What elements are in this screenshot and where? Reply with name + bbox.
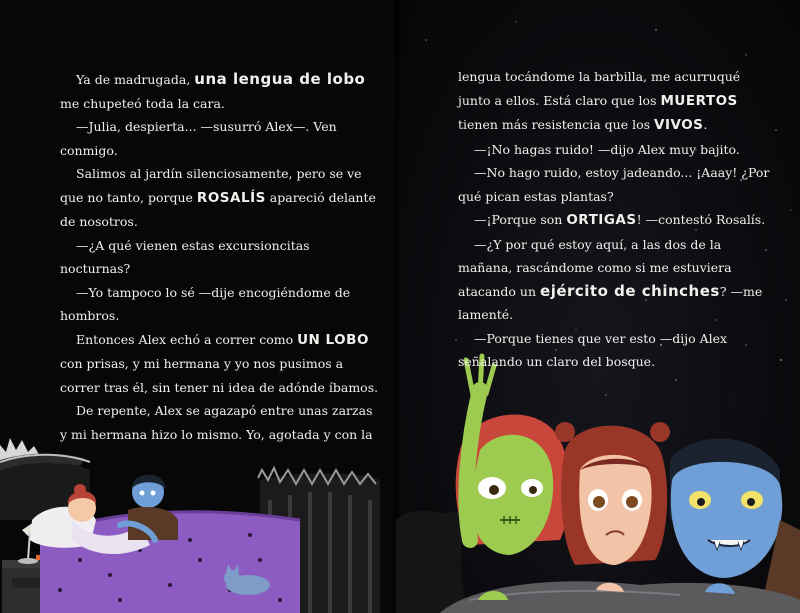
- paragraph: —¡No hagas ruido! —dijo Alex muy bajito.: [474, 141, 740, 157]
- text-span: apareció delante de nosotros.: [60, 189, 376, 229]
- three-children-peeking-illustration: [396, 356, 800, 613]
- text-span: Entonces Alex echó a correr como: [76, 331, 298, 347]
- highlighted-phrase: VIVOS: [654, 117, 704, 133]
- paragraph: [60, 68, 380, 115]
- right-page-text: [458, 65, 776, 374]
- paragraph: [60, 162, 380, 234]
- paragraph: —Julia, despierta... —susurró Alex—. Ven conmigo.: [60, 119, 337, 158]
- text-span: —¡Porque son: [474, 212, 567, 227]
- paragraph: —No hago ruido, estoy jadeando... ¡Aaay! ¿Por qué pican estas plantas?: [458, 165, 770, 204]
- highlighted-phrase: ejército de chinches: [540, 281, 720, 300]
- paragraph: —Yo tampoco lo sé —dije encogiéndome de hombros.: [60, 284, 351, 323]
- text-span: —¿Y por qué estoy aquí, a las dos de la mañana, rascándome como si me estuviera atacando un: [458, 236, 732, 299]
- text-span: con prisas, y mi hermana y yo nos pusimos a correr tras él, sin tener ni idea de adónde íbamos.: [60, 356, 379, 395]
- text-span: lengua tocándome la barbilla, me acurruqué junto a ellos. Está claro que los: [458, 69, 741, 108]
- paragraph: [458, 233, 776, 327]
- paragraph: [458, 65, 776, 138]
- highlighted-phrase: ORTIGAS: [566, 212, 637, 228]
- paragraph: [60, 328, 380, 400]
- text-span: Salimos al jardín silenciosamente, pero se ve que no tanto, porque: [60, 166, 362, 205]
- paragraph: —Porque tienes que ver esto —dijo Alex señalando un claro del bosque.: [458, 330, 728, 369]
- paragraph: De repente, Alex se agazapó entre unas zarzas y mi hermana hizo lo mismo. Yo, agotada y con la: [60, 403, 373, 442]
- bedroom-bed-illustration: [0, 438, 380, 613]
- text-span: ? —me lamenté.: [458, 283, 763, 322]
- highlighted-phrase: ROSALÍS: [196, 189, 266, 206]
- text-span: .: [703, 117, 708, 132]
- paragraph: [458, 208, 776, 233]
- highlighted-phrase: MUERTOS: [660, 92, 738, 109]
- text-span: Ya de madrugada,: [76, 72, 195, 87]
- paragraph: —¿A qué vienen estas excursioncitas nocturnas?: [60, 237, 310, 276]
- text-span: tienen más resistencia que los: [458, 117, 655, 132]
- text-span: ! —contestó Rosalís.: [636, 212, 766, 227]
- left-page-text: [60, 68, 380, 446]
- highlighted-phrase: una lengua de lobo: [194, 70, 366, 88]
- text-span: me chupeteó toda la cara.: [60, 95, 225, 111]
- highlighted-phrase: UN LOBO: [297, 331, 369, 348]
